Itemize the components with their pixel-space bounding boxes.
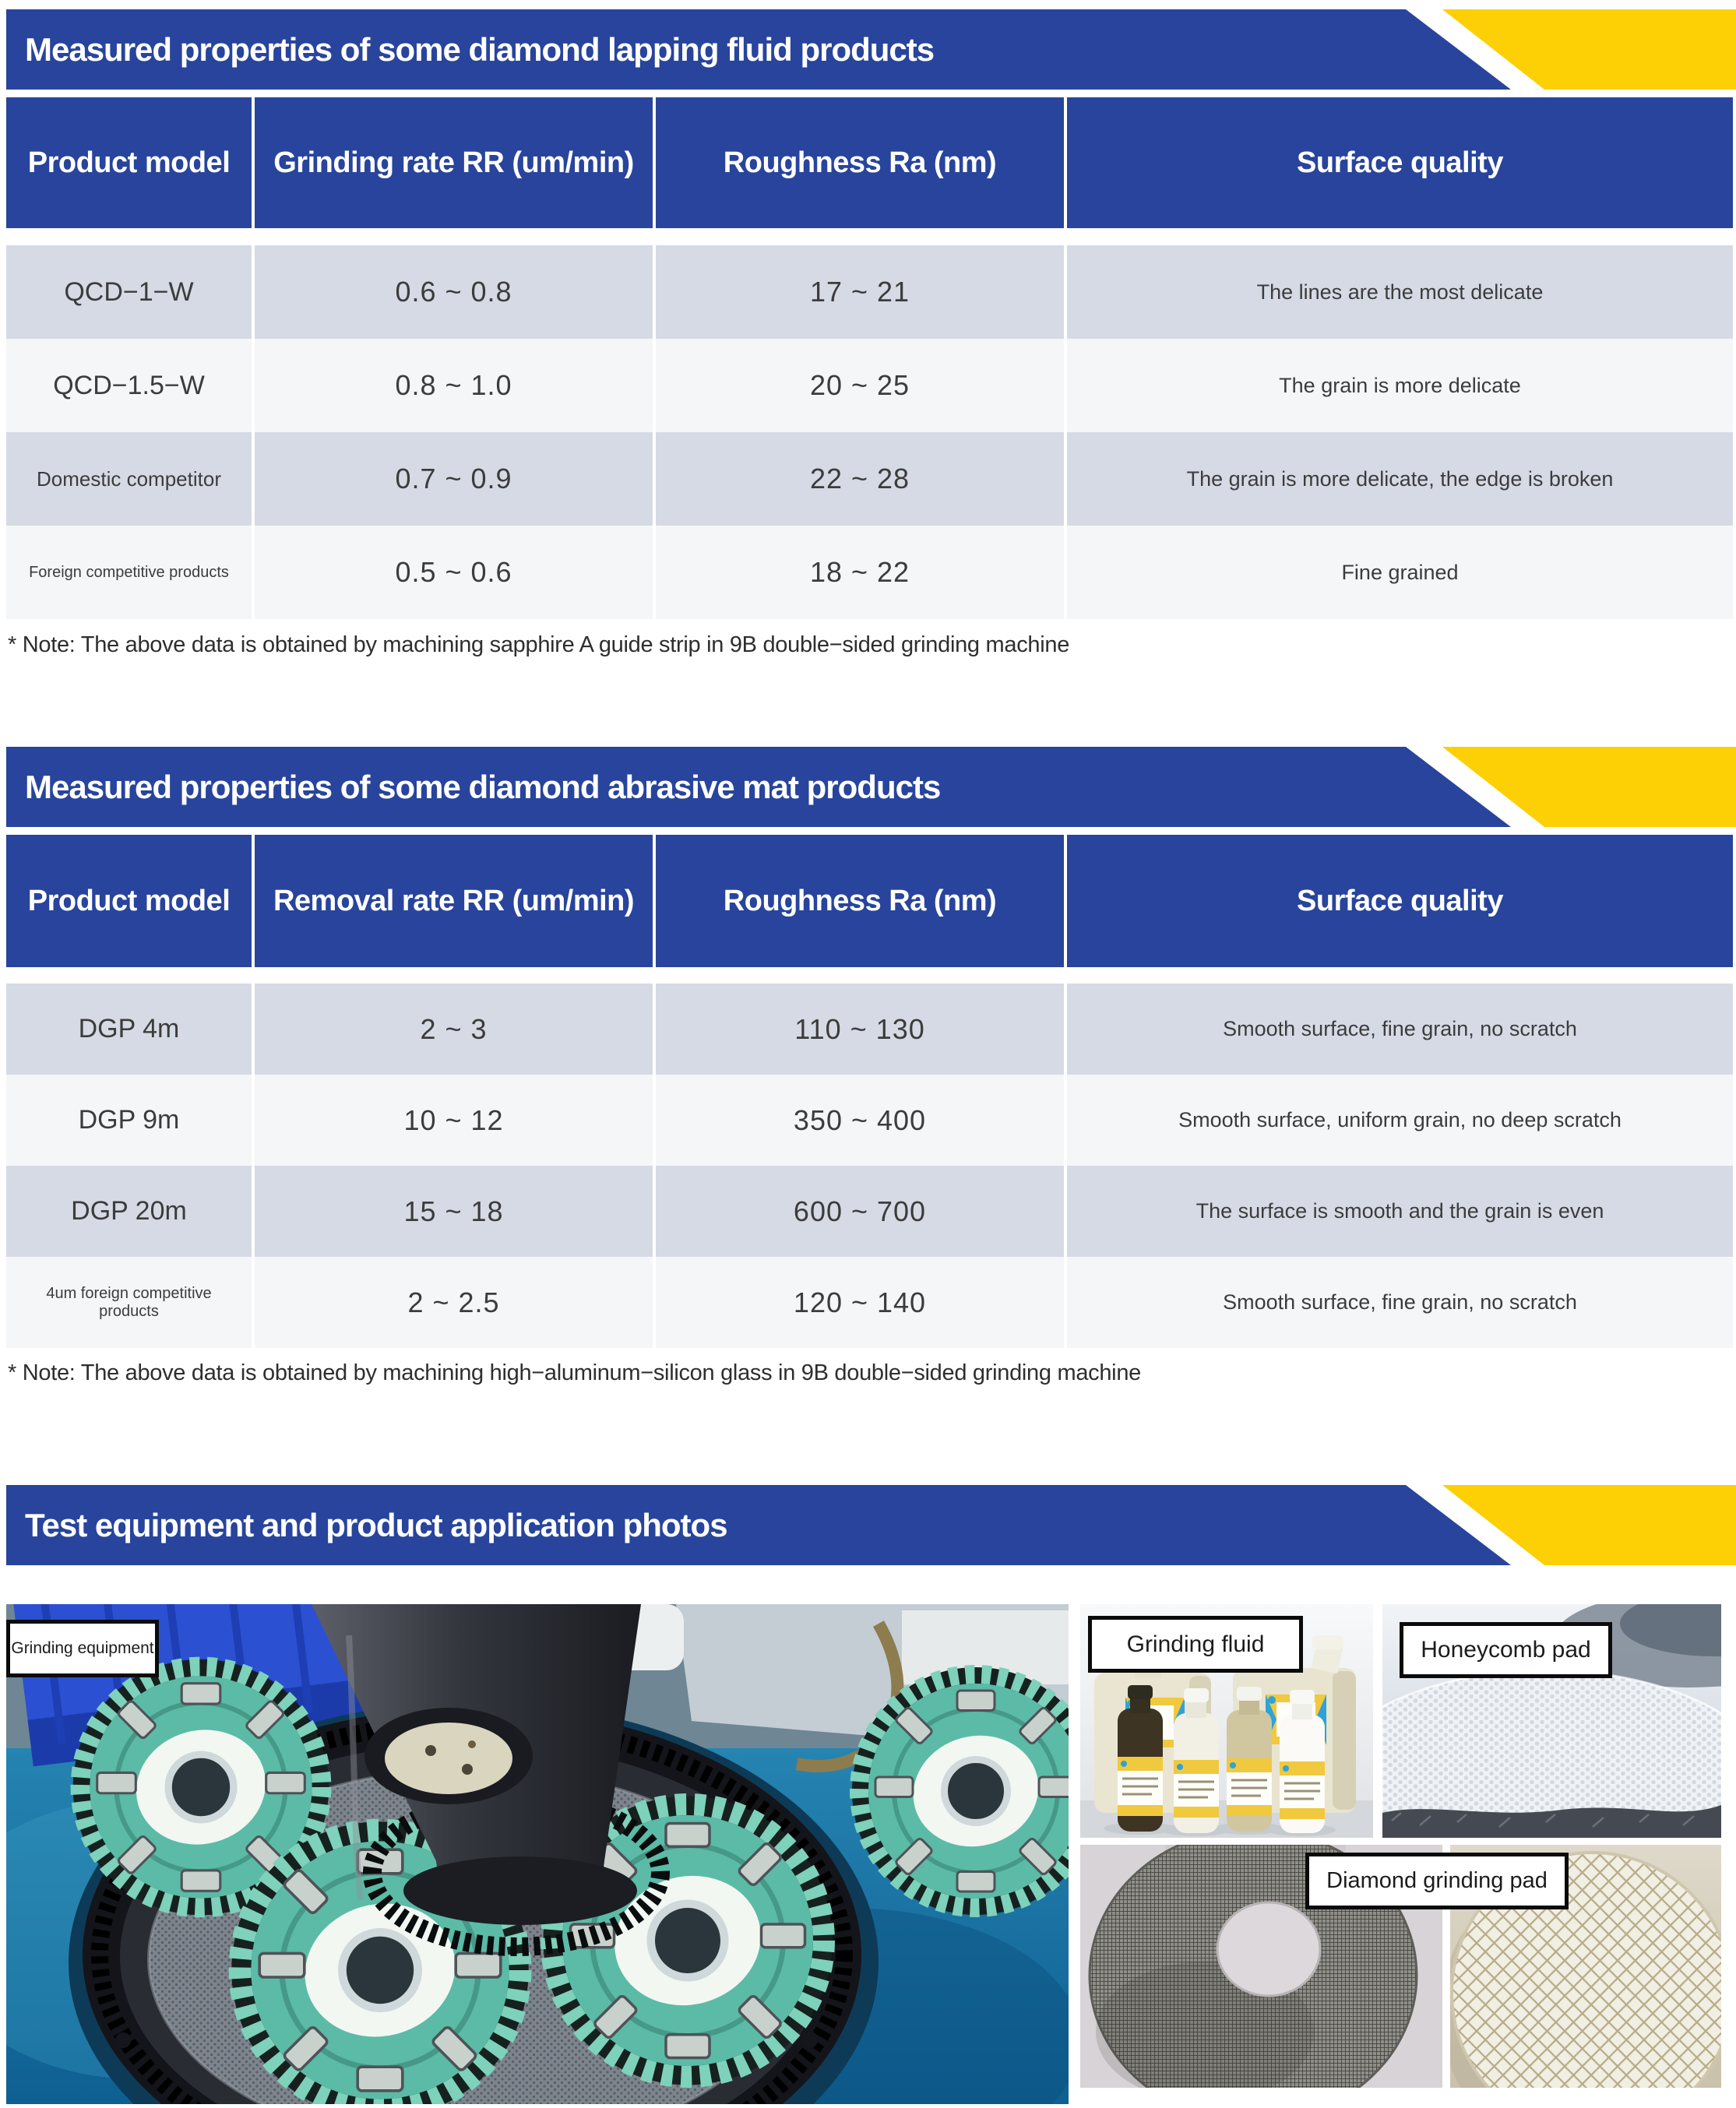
table2-row4-col2: 2 ~ 2.5 [255,1257,653,1348]
table2-header-product-model: Product model [6,835,252,967]
table2-header-roughness: Roughness Ra (nm) [656,835,1064,967]
bottle-label [1227,1758,1272,1816]
table1-row1-col2: 0.6 ~ 0.8 [255,245,653,339]
grinding-equipment-photo [6,1604,1069,2104]
table1-note: * Note: The above data is obtained by machining sapphire A guide strip in 9B double−sided grinding machine [8,632,1070,657]
table2-row4-col3: 120 ~ 140 [656,1257,1064,1348]
table2-row4-col4: Smooth surface, fine grain, no scratch [1067,1257,1733,1348]
table2-row2-col4: Smooth surface, uniform grain, no deep scratch [1067,1075,1733,1166]
table1-row2-col2: 0.8 ~ 1.0 [255,339,653,432]
table1-row2-col1: QCD−1.5−W [6,339,252,432]
bottle-label [1174,1760,1219,1818]
table1-row3-col3: 22 ~ 28 [656,432,1064,526]
table2-header-surface-quality: Surface quality [1067,835,1733,967]
label-grinding-fluid: Grinding fluid [1088,1616,1303,1673]
label-honeycomb-pad: Honeycomb pad [1400,1622,1612,1678]
table2-row3-col3: 600 ~ 700 [656,1166,1064,1257]
section-title-photos: Test equipment and product application photos [25,1506,727,1543]
table1-row4-col2: 0.5 ~ 0.6 [255,526,653,619]
banner-photos [6,1485,1736,1565]
table1-header-grinding-rate: Grinding rate RR (um/min) [255,97,653,228]
table2-header-row [6,835,1733,967]
section-title-abrasive-mat: Measured properties of some diamond abrasive mat products [25,768,941,805]
table2-row3-col2: 15 ~ 18 [255,1166,653,1257]
center-hole [1217,1902,1320,1996]
table2-row1-col3: 110 ~ 130 [656,984,1064,1075]
label-diamond-grinding-pad: Diamond grinding pad [1305,1853,1569,1909]
table2-row3-col1: DGP 20m [6,1166,252,1257]
table1-row1-col4: The lines are the most delicate [1067,245,1733,339]
table1-row3-col4: The grain is more delicate, the edge is broken [1067,432,1733,526]
table1-header-row [6,97,1733,228]
section-title-lapping-fluid: Measured properties of some diamond lapping fluid products [25,30,935,68]
table1-row3-col2: 0.7 ~ 0.9 [255,432,653,526]
bottle-label [1280,1761,1325,1819]
table1-header-surface-quality: Surface quality [1067,97,1733,228]
table1-row3-col1: Domestic competitor [6,432,252,526]
table1-row1-col1: QCD−1−W [6,245,252,339]
table2-row1-col4: Smooth surface, fine grain, no scratch [1067,984,1733,1075]
table1-header-product-model: Product model [6,97,252,228]
table1-body [6,245,1733,619]
bottle-label [1118,1757,1163,1816]
label-grinding-equipment: Grinding equipment [6,1620,159,1677]
table2-row1-col1: DGP 4m [6,984,252,1075]
banner-abrasive-mat [6,747,1736,827]
table2-row2-col3: 350 ~ 400 [656,1075,1064,1166]
table1-row1-col3: 17 ~ 21 [656,245,1064,339]
table1-row2-col4: The grain is more delicate [1067,339,1733,432]
table1-header-roughness: Roughness Ra (nm) [656,97,1064,228]
grinding-equipment-illustration [6,1604,1069,2104]
table2-row4-col1: 4um foreign competitive products [6,1257,252,1348]
table1-row4-col3: 18 ~ 22 [656,526,1064,619]
table2-body [6,984,1733,1348]
table1-row4-col4: Fine grained [1067,526,1733,619]
table2-row1-col2: 2 ~ 3 [255,984,653,1075]
table1-row2-col3: 20 ~ 25 [656,339,1064,432]
table2-header-removal-rate: Removal rate RR (um/min) [255,835,653,967]
table2-row2-col1: DGP 9m [6,1075,252,1166]
table2-row2-col2: 10 ~ 12 [255,1075,653,1166]
banner-lapping-fluid [6,9,1736,90]
table2-note: * Note: The above data is obtained by machining high−aluminum−silicon glass in 9B double−sided grinding machine [8,1360,1141,1385]
table1-row4-col1: Foreign competitive products [6,526,252,619]
table2-row3-col4: The surface is smooth and the grain is even [1067,1166,1733,1257]
